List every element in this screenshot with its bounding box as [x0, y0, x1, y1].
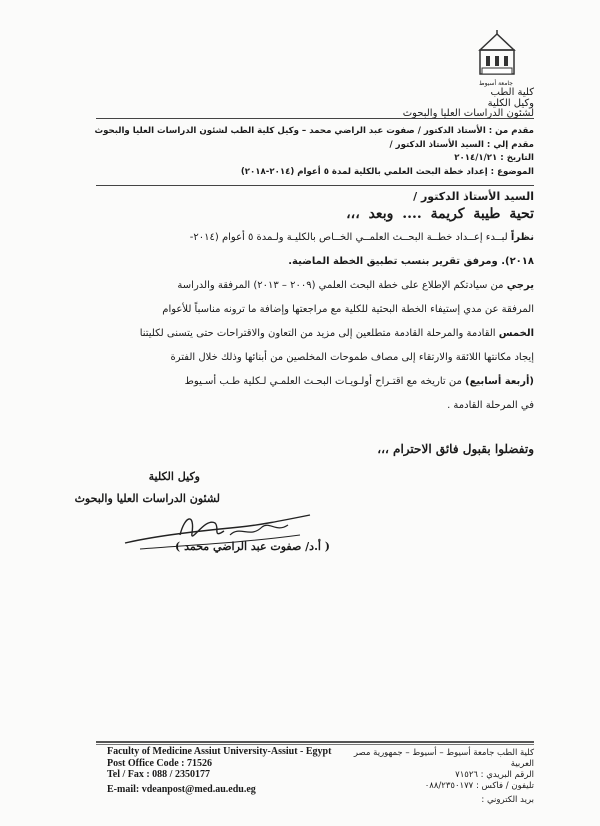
footer-divider	[96, 741, 534, 743]
footer-en-email: E-mail: vdeanpost@med.au.edu.eg	[107, 783, 256, 795]
header-divider	[96, 118, 534, 119]
office-line-2: وكيل الكلية	[487, 98, 534, 109]
subject-divider	[96, 185, 534, 186]
footer-english	[107, 746, 331, 795]
paragraph-2-line-6: في المرحلة القادمة .	[447, 400, 534, 411]
paragraph-1	[97, 226, 534, 250]
p2-line3: القادمة والمرحلة القادمة متطلعين إلى مزيد من التعاون والاقتراحات حتى يتسنى لكليتنا	[139, 328, 496, 339]
paragraph-2-line-1	[97, 274, 534, 298]
paragraph-2-line-5	[97, 370, 534, 394]
p2-lead: يرجي	[506, 280, 534, 291]
office-line-3: لشئون الدراسات العليا والبحوث	[402, 108, 534, 119]
p2-line5: من تاريخه مع اقتـراح أولـويـات البحـث العلمـي لـكلية طـب أسـيوط	[184, 376, 462, 387]
paragraph-2-line-4: إيجاد مكانتها اللائقة والارتقاء إلى مصاف طموحات المخلصين من أبنائها وذلك خلال الفترة	[170, 352, 534, 363]
paragraph-2-line-2: المرفقة عن مدي إستيفاء الخطة البحثية للكلية مع مراجعتها وإضافة ما ترونه مناسباً للأعوام	[162, 304, 534, 315]
memo-from: مقدم من : الأستاذ الدكتور / صفوت عبد الراضي محمد – وكيل كلية الطب لشئون الدراسات العليا والبحوث	[94, 126, 534, 136]
footer-divider-thin	[96, 744, 534, 745]
letter-body	[97, 226, 534, 418]
salutation: السيد الأستاذ الدكتور /	[413, 190, 534, 203]
footer-en-line-3: Tel / Fax : 088 / 2350177	[107, 769, 210, 780]
footer-ar-line-2: الرقم البريدي : ٧١٥٢٦	[455, 770, 534, 780]
office-line-1: كلية الطب	[490, 87, 534, 98]
footer-arabic	[334, 748, 534, 806]
memo-date: التاريخ : ٢٠١٤/١/٢١	[454, 153, 534, 163]
logo-caption: جامعة أسيوط	[479, 80, 513, 87]
footer-en-line-1: Faculty of Medicine Assiut University-Assiut - Egypt	[107, 746, 332, 757]
paragraph-2-line-3	[97, 322, 534, 346]
closing: وتفضلوا بقبول فائق الاحترام ،،،	[377, 442, 534, 456]
footer-ar-line-4: بريد الكتروني :	[481, 795, 534, 805]
signatory-name: ( أ.د/ صفوت عبد الراضي محمد )	[175, 540, 330, 553]
footer-ar-line-1: كلية الطب جامعة أسيوط – أسيوط – جمهورية مصر العربية	[353, 748, 534, 769]
memo-subject: الموضوع : إعداد خطة البحث العلمي بالكلية لمدة ٥ أعوام (٢٠١٤-٢٠١٨)	[240, 167, 534, 177]
p2-line1: من سيادتكم الإطلاع على خطة البحث العلمي (٢٠٠٩ – ٢٠١٣) المرفقة والدراسة	[177, 280, 504, 291]
footer-ar-line-3: تليفون / فاكس : ٠٨٨/٢٣٥٠١٧٧	[424, 781, 534, 791]
university-logo	[474, 30, 520, 80]
signature-title-2: لشئون الدراسات العليا والبحوث	[74, 492, 220, 505]
signature-title-1: وكيل الكلية	[148, 470, 200, 483]
p2-line3-bold: الخمس	[498, 328, 534, 339]
p1-text: لبــدء إعــداد خطــة البحــث العلمــي الخــاص بالكليـة ولـمدة ٥ أعوام (٢٠١٤-	[189, 232, 508, 243]
p1-lead: نظراً	[510, 232, 534, 243]
greeting: تحية طيبة كريمة .... وبعد ،،،	[346, 206, 534, 222]
paragraph-1-cont: ٢٠١٨). ومرفق تقرير بنسب تطبيق الخطة الماضية.	[288, 256, 534, 267]
p2-line5-bold: (أربعة أسابيع)	[465, 376, 534, 387]
footer-en-line-2: Post Office Code : 71526	[107, 757, 212, 769]
memo-to: مقدم إلي : السيد الأستاذ الدكتور /	[389, 140, 534, 150]
